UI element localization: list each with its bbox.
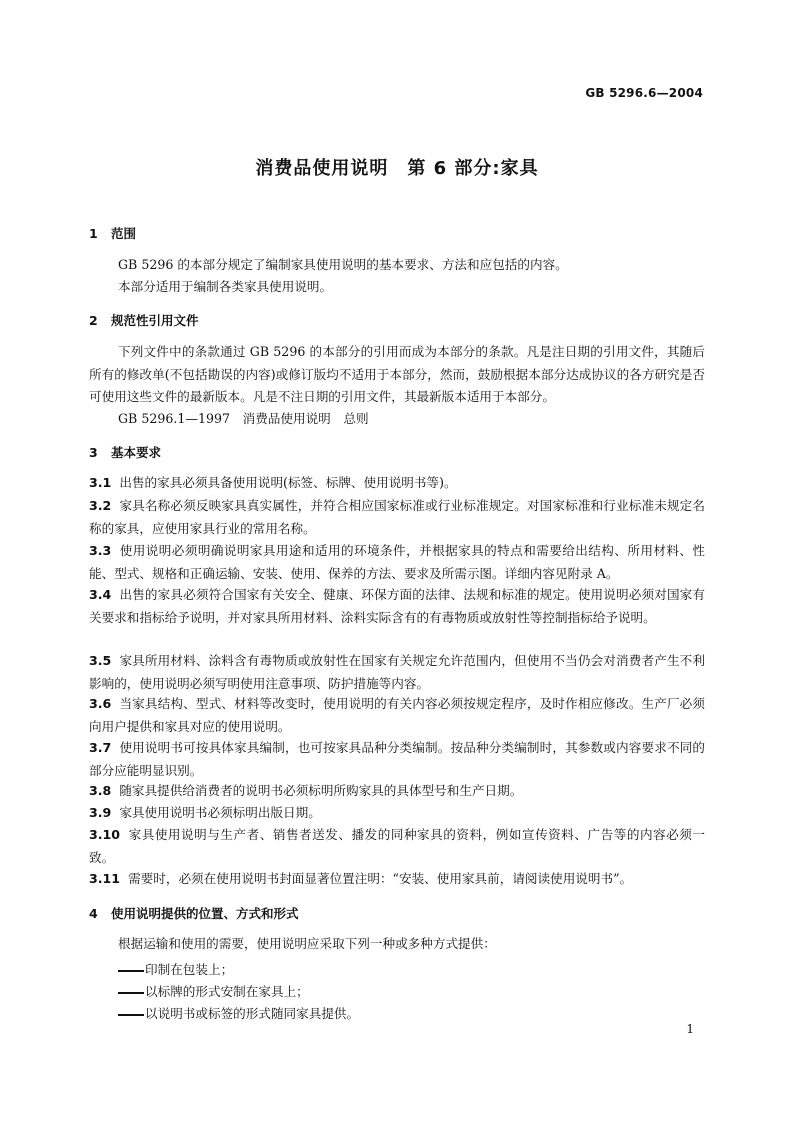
clause-3-9 xyxy=(89,802,705,825)
section-title: 范围 xyxy=(111,226,137,241)
clause-text: 随家具提供给消费者的说明书必须标明所购家具的具体型号和生产日期。 xyxy=(119,783,523,798)
section-1-heading xyxy=(89,224,136,242)
list-item xyxy=(118,1003,359,1022)
dash-marker xyxy=(118,970,144,972)
clause-text: 当家具结构、型式、材料等改变时，使用说明的有关内容必须按规定程序，及时作相应修改。生产厂必须向用户提供和家具对应的使用说明。 xyxy=(89,696,705,734)
list-item-text: 以说明书或标签的形式随同家具提供。 xyxy=(145,1006,360,1021)
clause-text: 家具所用材料、涂料含有毒物质或放射性在国家有关规定允许范围内，但使用不当仍会对消费者产生不利影响的，使用说明必须写明使用注意事项、防护措施等内容。 xyxy=(89,653,705,691)
section-2-heading xyxy=(89,311,199,329)
dash-marker xyxy=(118,1014,144,1016)
clause-number: 3.11 xyxy=(89,871,121,886)
clause-3-1 xyxy=(89,472,705,495)
clause-3-7 xyxy=(89,737,705,782)
list-item-text: 以标牌的形式安制在家具上； xyxy=(145,984,309,999)
clause-number: 3.4 xyxy=(89,587,112,602)
clause-number: 3.2 xyxy=(89,498,112,513)
section-title: 基本要求 xyxy=(111,445,162,460)
clause-text: 家具使用说明书必须标明出版日期。 xyxy=(119,805,321,820)
section-number: 1 xyxy=(89,226,98,241)
clause-3-8 xyxy=(89,780,705,803)
section-number: 2 xyxy=(89,313,98,328)
clause-3-10 xyxy=(89,824,705,869)
standard-code: GB 5296.6—2004 xyxy=(585,86,703,100)
clause-3-3 xyxy=(89,540,705,585)
document-title: 消费品使用说明 第 6 部分:家具 xyxy=(255,158,539,179)
reference-gb5296-1: GB 5296.1—1997 消费品使用说明 总则 xyxy=(118,411,369,426)
page-number: 1 xyxy=(686,1022,694,1036)
clause-3-2 xyxy=(89,495,705,540)
scope-paragraph-2: 本部分适用于编制各类家具使用说明。 xyxy=(118,279,333,294)
clause-text: 使用说明书可按具体家具编制，也可按家具品种分类编制。按品种分类编制时，其参数或内容要求不同的部分应能明显识别。 xyxy=(89,740,705,778)
clause-number: 3.1 xyxy=(89,475,112,490)
list-item xyxy=(118,959,233,978)
clause-text: 需要时，必须在使用说明书封面显著位置注明：“安装、使用家具前，请阅读使用说明书”。 xyxy=(128,871,633,886)
clause-number: 3.8 xyxy=(89,783,112,798)
section-4-heading xyxy=(89,904,299,922)
clause-text: 家具名称必须反映家具真实属性，并符合相应国家标准或行业标准规定。对国家标准和行业标准未规定名称的家具，应使用家具行业的常用名称。 xyxy=(89,498,705,536)
clause-number: 3.10 xyxy=(89,827,121,842)
section-title: 规范性引用文件 xyxy=(111,313,199,328)
provision-intro: 根据运输和使用的需要，使用说明应采取下列一种或多种方式提供： xyxy=(118,936,496,951)
section-title: 使用说明提供的位置、方式和形式 xyxy=(111,906,299,921)
normative-references-paragraph: 下列文件中的条款通过 GB 5296 的本部分的引用而成为本部分的条款。凡是注日期的引用文件，其随后所有的修改单(不包括勘误的内容)或修订版均不适用于本部分，然而，鼓励根据本部分达成协议的各方研究是否可使用这些文件的最新版本。凡是不注日期的引用文件，其最新版本适用于本部分。 xyxy=(89,344,705,404)
clause-number: 3.6 xyxy=(89,696,112,711)
clause-number: 3.9 xyxy=(89,805,112,820)
clause-3-6 xyxy=(89,693,705,738)
clause-text: 使用说明必须明确说明家具用途和适用的环境条件，并根据家具的特点和需要给出结构、所用材料、性能、型式、规格和正确运输、安装、使用、保养的方法、要求及所需示图。详细内容见附录 A。 xyxy=(89,543,705,581)
clause-text: 出售的家具必须符合国家有关安全、健康、环保方面的法律、法规和标准的规定。使用说明必须对国家有关要求和指标给予说明，并对家具所用材料、涂料实际含有的有毒物质或放射性等控制指标给予说明。 xyxy=(89,587,705,625)
list-item-text: 印制在包装上； xyxy=(145,962,234,977)
clause-number: 3.3 xyxy=(89,543,112,558)
clause-number: 3.5 xyxy=(89,653,112,668)
dash-marker xyxy=(118,992,144,994)
section-number: 4 xyxy=(89,906,98,921)
scope-paragraph-1: GB 5296 的本部分规定了编制家具使用说明的基本要求、方法和应包括的内容。 xyxy=(118,257,568,272)
clause-3-11 xyxy=(89,868,705,891)
clause-3-5 xyxy=(89,650,705,695)
clause-number: 3.7 xyxy=(89,740,112,755)
section-3-heading xyxy=(89,443,161,461)
section-number: 3 xyxy=(89,445,98,460)
clause-text: 家具使用说明与生产者、销售者送发、播发的同种家具的资料，例如宣传资料、广告等的内容必须一致。 xyxy=(89,827,705,865)
list-item xyxy=(118,981,309,1000)
clause-text: 出售的家具必须具备使用说明(标签、标牌、使用说明书等)。 xyxy=(119,475,457,490)
clause-3-4 xyxy=(89,584,705,629)
